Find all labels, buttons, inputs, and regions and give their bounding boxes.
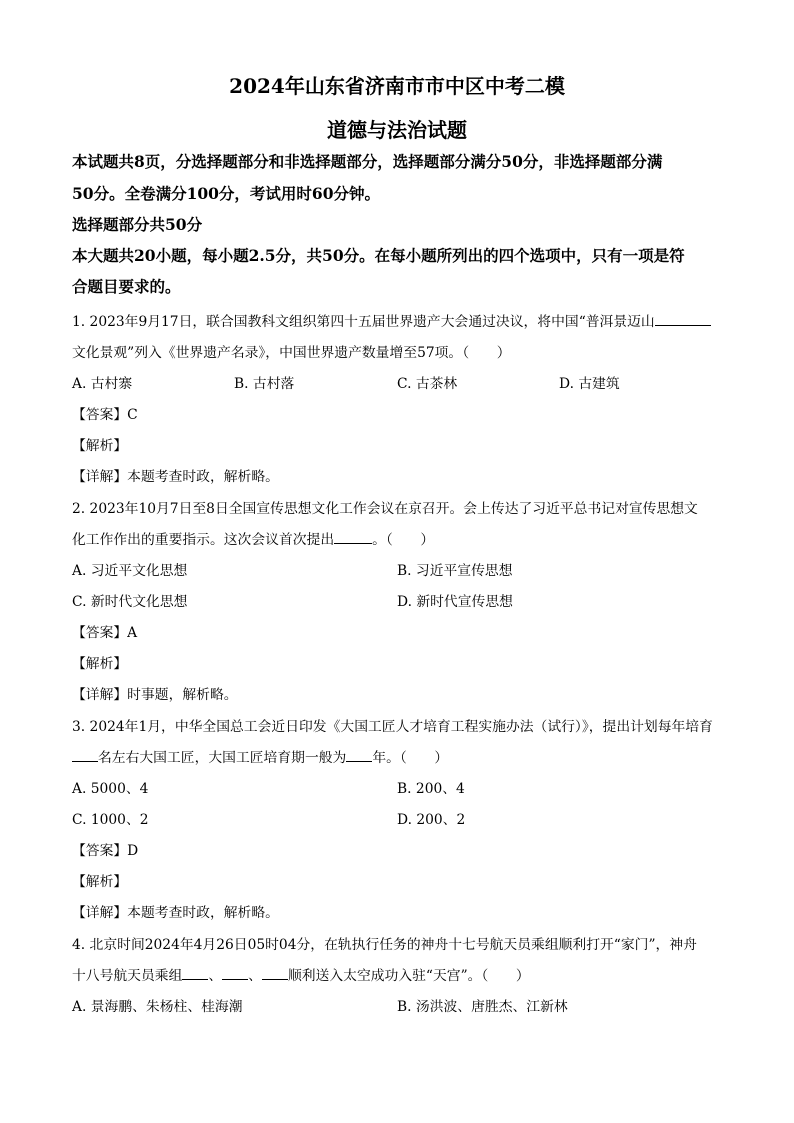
question-4-line-2	[72, 964, 530, 984]
answer-blank	[72, 747, 98, 762]
question-1-option-c: C. 古茶林	[397, 376, 458, 392]
question-3-line-2	[72, 746, 448, 766]
answer-blank	[334, 529, 372, 544]
question-1-option-a: A. 古村寨	[72, 376, 133, 392]
question-3-option-a: A. 5000、4	[72, 781, 149, 797]
question-4-sep-2: 、	[248, 968, 262, 984]
question-1-analysis: 【解析】	[72, 438, 128, 454]
instruction-line-1: 本大题共20小题，每小题2.5分，共50分。在每小题所列出的四个选项中，只有一项是符	[72, 246, 685, 265]
answer-blank	[655, 311, 711, 326]
question-4-line-1: 4. 北京时间2024年4月26日05时04分，在轨执行任务的神舟十七号航天员乘组顺利打开“家门”，神舟	[72, 937, 697, 953]
question-3-line-1: 3. 2024年1月，中华全国总工会近日印发《大国工匠人才培育工程实施办法（试行）》，提出计划每年培育	[72, 719, 713, 735]
question-4-text-a: 十八号航天员乘组	[72, 968, 183, 984]
question-1-line-2: 文化景观”列入《世界遗产名录》，中国世界遗产数量增至57项。（ ）	[72, 345, 511, 361]
question-2-detail: 【详解】时事题，解析略。	[72, 687, 238, 703]
instruction-line-2: 合题目要求的。	[72, 277, 181, 296]
question-1-text-a: 1. 2023年9月17日，联合国教科文组织第四十五届世界遗产大会通过决议，将中国“普洱景迈山	[72, 314, 655, 330]
intro-line-2: 50分。全卷满分100分，考试用时60分钟。	[72, 184, 380, 203]
question-3-detail: 【详解】本题考查时政，解析略。	[72, 905, 279, 921]
answer-blank	[346, 747, 372, 762]
intro-line-1: 本试题共8页，分选择题部分和非选择题部分，选择题部分满分50分，非选择题部分满	[72, 152, 663, 171]
question-3-analysis: 【解析】	[72, 874, 128, 890]
question-1-answer: 【答案】C	[72, 407, 138, 423]
question-4-sep-1: 、	[208, 968, 223, 984]
question-2-text-b: 。（ ）	[372, 532, 435, 548]
answer-blank	[182, 965, 208, 980]
question-2-option-d: D. 新时代宣传思想	[397, 594, 513, 610]
question-2-line-2	[72, 528, 434, 548]
question-4-option-a: A. 景海鹏、朱杨柱、桂海潮	[72, 999, 243, 1015]
question-2-analysis: 【解析】	[72, 656, 128, 672]
question-4-text-b: 顺利送入太空成功入驻“天宫”。（ ）	[287, 968, 530, 984]
question-2-option-a: A. 习近平文化思想	[72, 563, 188, 579]
exam-title: 2024年山东省济南市市中区中考二模	[229, 74, 565, 98]
question-3-option-d: D. 200、2	[397, 812, 466, 828]
question-3-answer: 【答案】D	[72, 843, 139, 859]
answer-blank	[222, 965, 248, 980]
question-2-text-a: 化工作作出的重要指示。这次会议首次提出	[72, 532, 335, 548]
question-4-option-b: B. 汤洪波、唐胜杰、江新林	[397, 999, 568, 1015]
question-2-answer: 【答案】A	[72, 625, 138, 641]
question-1-option-b: B. 古村落	[234, 376, 295, 392]
exam-subtitle: 道德与法治试题	[327, 118, 467, 142]
question-2-line-1: 2. 2023年10月7日至8日全国宣传思想文化工作会议在京召开。会上传达了习近平总书记对宣传思想文	[72, 501, 698, 517]
question-2-option-b: B. 习近平宣传思想	[397, 563, 513, 579]
question-1-detail: 【详解】本题考查时政，解析略。	[72, 469, 279, 485]
question-1-line-1	[72, 310, 711, 330]
question-3-option-b: B. 200、4	[397, 781, 465, 797]
question-3-text-c: 年。（ ）	[372, 750, 449, 766]
question-2-option-c: C. 新时代文化思想	[72, 594, 188, 610]
question-3-option-c: C. 1000、2	[72, 812, 149, 828]
section-heading: 选择题部分共50分	[72, 215, 203, 234]
answer-blank	[262, 965, 288, 980]
question-3-text-b: 名左右大国工匠，大国工匠培育期一般为	[98, 750, 347, 766]
question-1-option-d: D. 古建筑	[559, 376, 620, 392]
